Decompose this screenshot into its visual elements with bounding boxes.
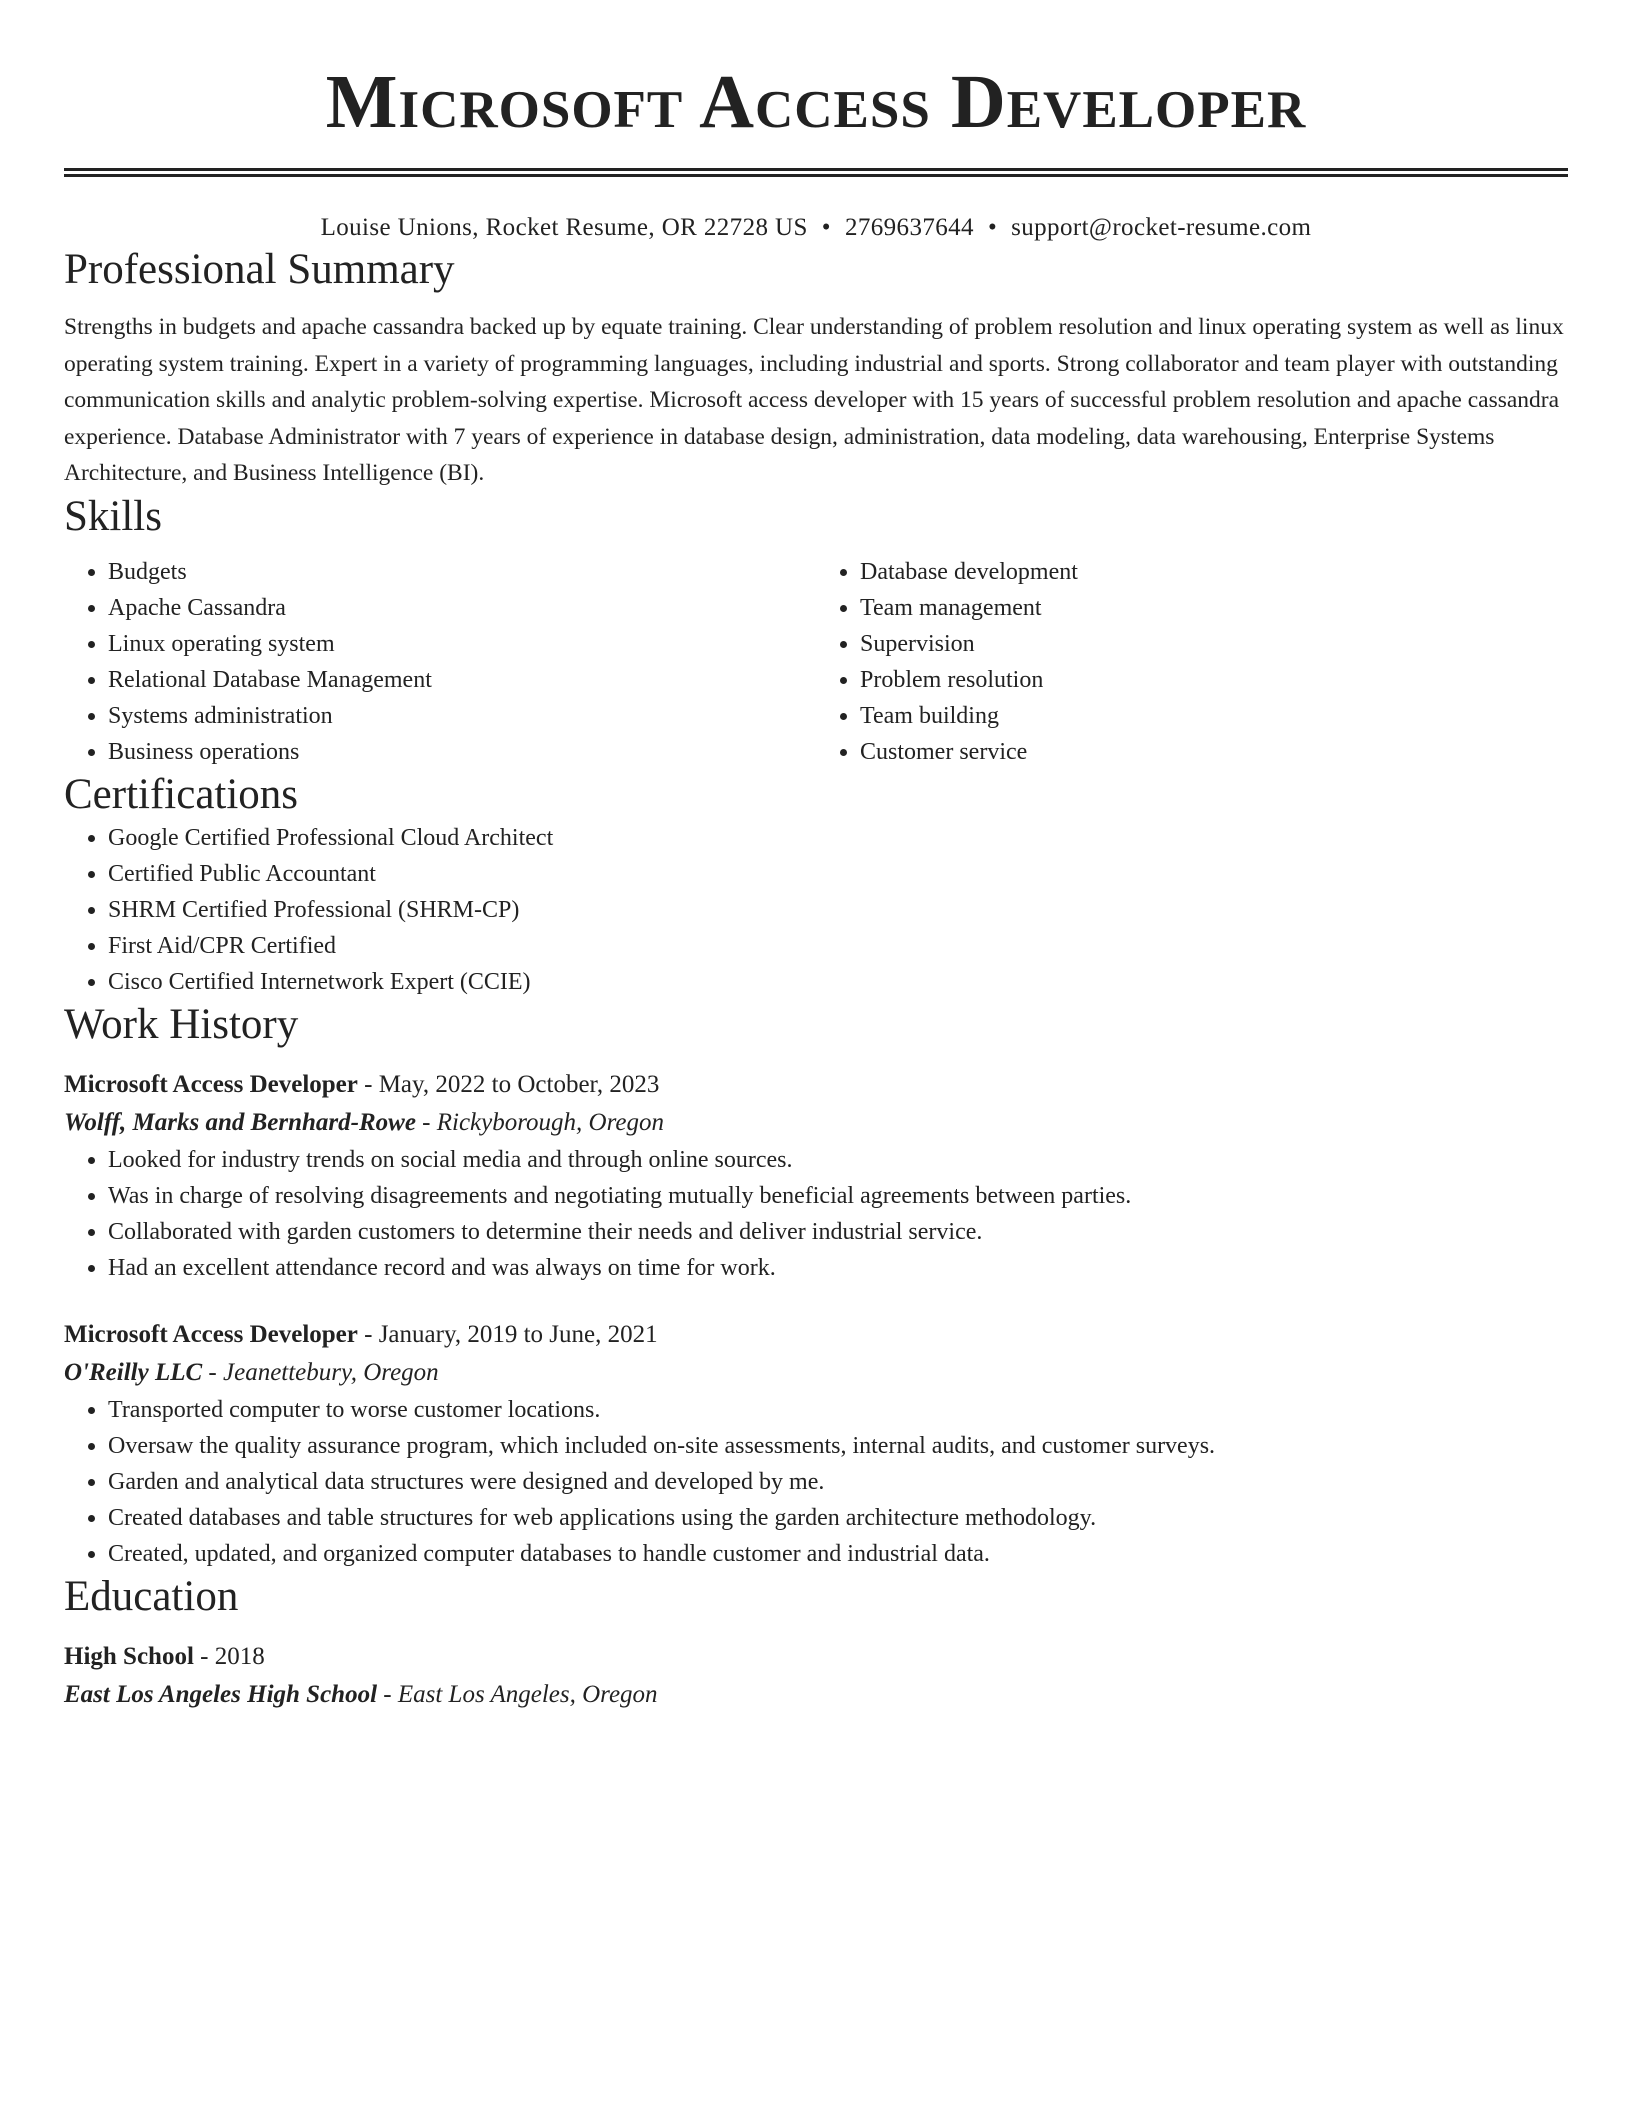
contact-phone: 2769637644 (844, 214, 974, 241)
skill-item: • Linux operating system (108, 626, 816, 662)
job-bullets (64, 1142, 1568, 1286)
certification-item: • Google Certified Professional Cloud Architect (108, 820, 1568, 856)
certification-item: • SHRM Certified Professional (SHRM-CP) (108, 892, 1568, 928)
skill-item: • Apache Cassandra (108, 590, 816, 626)
job-company: O'Reilly LLC (64, 1358, 203, 1386)
skill-item: • Team management (860, 590, 1568, 626)
job-header (64, 1066, 1568, 1104)
job-company: Wolff, Marks and Bernhard-Rowe (64, 1108, 416, 1136)
certification-item: • Certified Public Accountant (108, 856, 1568, 892)
job-header (64, 1316, 1568, 1354)
skill-item: • Relational Database Management (108, 662, 816, 698)
job-dates: - May, 2022 to October, 2023 (364, 1070, 660, 1098)
contact-address: Louise Unions, Rocket Resume, OR 22728 US (320, 214, 808, 241)
contact-email: support@rocket-resume.com (1011, 214, 1312, 241)
work-history-heading: Work History (64, 1000, 299, 1048)
contact-separator: • (821, 214, 831, 241)
job-location: - Jeanettebury, Oregon (208, 1358, 439, 1386)
education-school-line (64, 1676, 1568, 1714)
skills-list-left (64, 554, 816, 770)
job-company-line (64, 1354, 1568, 1392)
skill-item: • Team building (860, 698, 1568, 734)
education-header (64, 1638, 1568, 1676)
job-bullet: • Collaborated with garden customers to determine their needs and deliver industrial service. (108, 1214, 1568, 1250)
skills-columns (64, 554, 1568, 770)
skills-heading: Skills (64, 492, 162, 540)
job-bullet: • Transported computer to worse customer locations. (108, 1392, 1568, 1428)
skill-item: • Database development (860, 554, 1568, 590)
job-title: Microsoft Access Developer (64, 1320, 358, 1348)
contact-separator: • (987, 214, 998, 241)
job-bullet: • Created databases and table structures for web applications using the garden architecture methodology. (108, 1500, 1568, 1536)
certification-item: • First Aid/CPR Certified (108, 928, 1568, 964)
job-bullet: • Created, updated, and organized computer databases to handle customer and industrial data. (108, 1536, 1568, 1572)
summary-heading: Professional Summary (64, 246, 455, 293)
job-bullet: • Had an excellent attendance record and was always on time for work. (108, 1250, 1568, 1286)
job-bullets (64, 1392, 1568, 1572)
skill-item: • Budgets (108, 554, 816, 590)
education-year: - 2018 (200, 1642, 265, 1670)
summary-text: Strengths in budgets and apache cassandra backed up by equate training. Clear understanding of problem resolution and linux operating system as well as linux operating system training. Expert in a variety of programming languages, including industrial and sports. Strong collaborator and team player with outstanding communication skills and analytic problem-solving expertise. Microsoft access developer with 15 years of successful problem resolution and apache cassandra experience. Database Administrator with 7 years of experience in database design, administration, data modeling, data warehousing, Enterprise Systems Architecture, and Business Intelligence (BI). (64, 314, 1564, 486)
job-entry (64, 1066, 1568, 1286)
certifications-list (64, 820, 1568, 1000)
skill-item: • Customer service (860, 734, 1568, 770)
title-divider (64, 168, 1568, 177)
job-bullet: • Garden and analytical data structures were designed and developed by me. (108, 1464, 1568, 1500)
education-school: East Los Angeles High School (64, 1680, 378, 1708)
skill-item: • Systems administration (108, 698, 816, 734)
skill-item: • Business operations (108, 734, 816, 770)
job-title: Microsoft Access Developer (64, 1070, 358, 1098)
resume-title: Microsoft Access Developer (325, 60, 1307, 144)
education-degree: High School (64, 1642, 194, 1670)
job-bullet: • Looked for industry trends on social media and through online sources. (108, 1142, 1568, 1178)
certification-item: • Cisco Certified Internetwork Expert (CCIE) (108, 964, 1568, 1000)
skill-item: • Problem resolution (860, 662, 1568, 698)
skills-list-right (816, 554, 1568, 770)
job-company-line (64, 1104, 1568, 1142)
job-bullet: • Oversaw the quality assurance program, which included on-site assessments, internal audits, and customer surveys. (108, 1428, 1568, 1464)
contact-line (64, 211, 1568, 245)
job-dates: - January, 2019 to June, 2021 (364, 1320, 658, 1348)
education-location: - East Los Angeles, Oregon (383, 1680, 658, 1708)
job-entry (64, 1316, 1568, 1572)
education-heading: Education (64, 1572, 239, 1620)
certifications-heading: Certifications (64, 770, 299, 818)
job-bullet: • Was in charge of resolving disagreements and negotiating mutually beneficial agreements between parties. (108, 1178, 1568, 1214)
job-location: - Rickyborough, Oregon (422, 1108, 665, 1136)
skill-item: • Supervision (860, 626, 1568, 662)
